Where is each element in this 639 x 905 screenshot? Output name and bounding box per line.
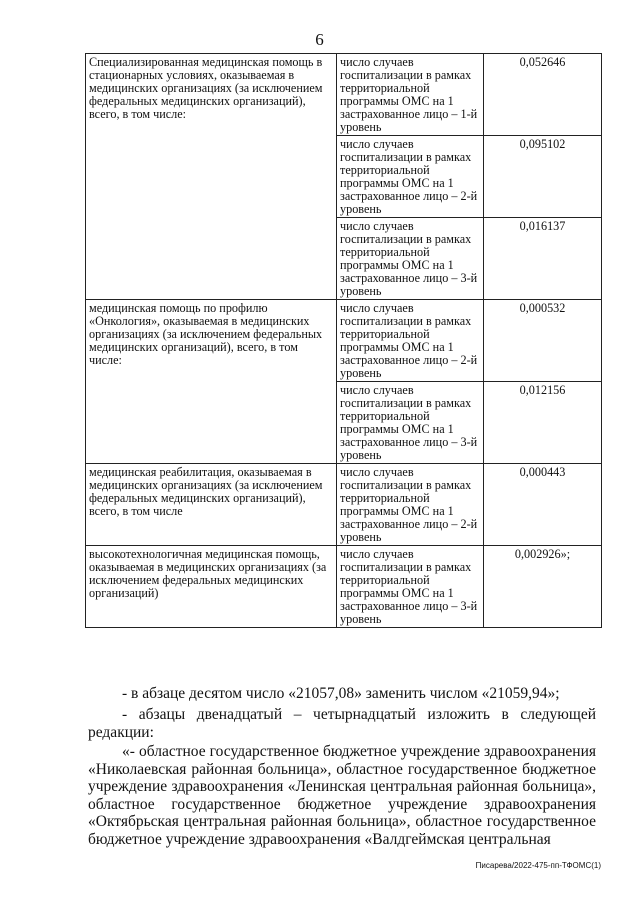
indicator-cell: число случаев госпитализации в рамках территориальной программы ОМС на 1 застрахованное лицо – 2-й уровень	[337, 300, 484, 382]
category-cell: Специализированная медицинская помощь в стационарных условиях, оказываемая в медицинских организациях (за исключением федеральных медицинских организаций), всего, в том числе:	[86, 54, 337, 300]
category-cell: медицинская помощь по профилю «Онкология», оказываемая в медицинских организациях (за исключением федеральных медицинских организаций), всего, в том числе:	[86, 300, 337, 464]
paragraph-institutions-list: «- областное государственное бюджетное учреждение здравоохранения «Николаевская районная больница», областное государственное бюджетное учреждение здравоохранения «Ленинская центральная районная больница», областное государственное бюджетное учреждение здравоохранения «Октябрьская центральная районная больница», областное государственное бюджетное учреждение здравоохранения «Валдгеймская центральная	[88, 743, 596, 848]
page-number: 6	[315, 30, 324, 49]
table-row	[86, 546, 602, 628]
value-cell: 0,012156	[484, 382, 602, 464]
category-cell: медицинская реабилитация, оказываемая в медицинских организациях (за исключением федеральных медицинских организаций), всего, в том числе	[86, 464, 337, 546]
value-cell: 0,000532	[484, 300, 602, 382]
category-cell: высокотехнологичная медицинская помощь, оказываемая в медицинских организациях (за исключением федеральных медицинских организаций)	[86, 546, 337, 628]
indicator-cell: число случаев госпитализации в рамках территориальной программы ОМС на 1 застрахованное лицо – 1-й уровень	[337, 54, 484, 136]
table-row	[86, 464, 602, 546]
indicator-cell: число случаев госпитализации в рамках территориальной программы ОМС на 1 застрахованное лицо – 3-й уровень	[337, 382, 484, 464]
value-cell: 0,000443	[484, 464, 602, 546]
indicator-cell: число случаев госпитализации в рамках территориальной программы ОМС на 1 застрахованное лицо – 2-й уровень	[337, 136, 484, 218]
value-cell: 0,002926»;	[484, 546, 602, 628]
indicator-cell: число случаев госпитализации в рамках территориальной программы ОМС на 1 застрахованное лицо – 2-й уровень	[337, 464, 484, 546]
indicator-cell: число случаев госпитализации в рамках территориальной программы ОМС на 1 застрахованное лицо – 3-й уровень	[337, 546, 484, 628]
paragraph-number-replacement: - в абзаце десятом число «21057,08» заменить числом «21059,94»;	[122, 685, 560, 702]
value-cell: 0,095102	[484, 136, 602, 218]
table-row	[86, 300, 602, 382]
value-cell: 0,052646	[484, 54, 602, 136]
value-cell: 0,016137	[484, 218, 602, 300]
indicators-table	[85, 53, 602, 628]
paragraph-abzacy-edit: - абзацы двенадцатый – четырнадцатый изложить в следующей редакции:	[88, 706, 596, 741]
table-row	[86, 54, 602, 136]
document-footer-code: Писарева/2022-475-пп-ТФОМС(1)	[475, 861, 601, 870]
indicator-cell: число случаев госпитализации в рамках территориальной программы ОМС на 1 застрахованное лицо – 3-й уровень	[337, 218, 484, 300]
